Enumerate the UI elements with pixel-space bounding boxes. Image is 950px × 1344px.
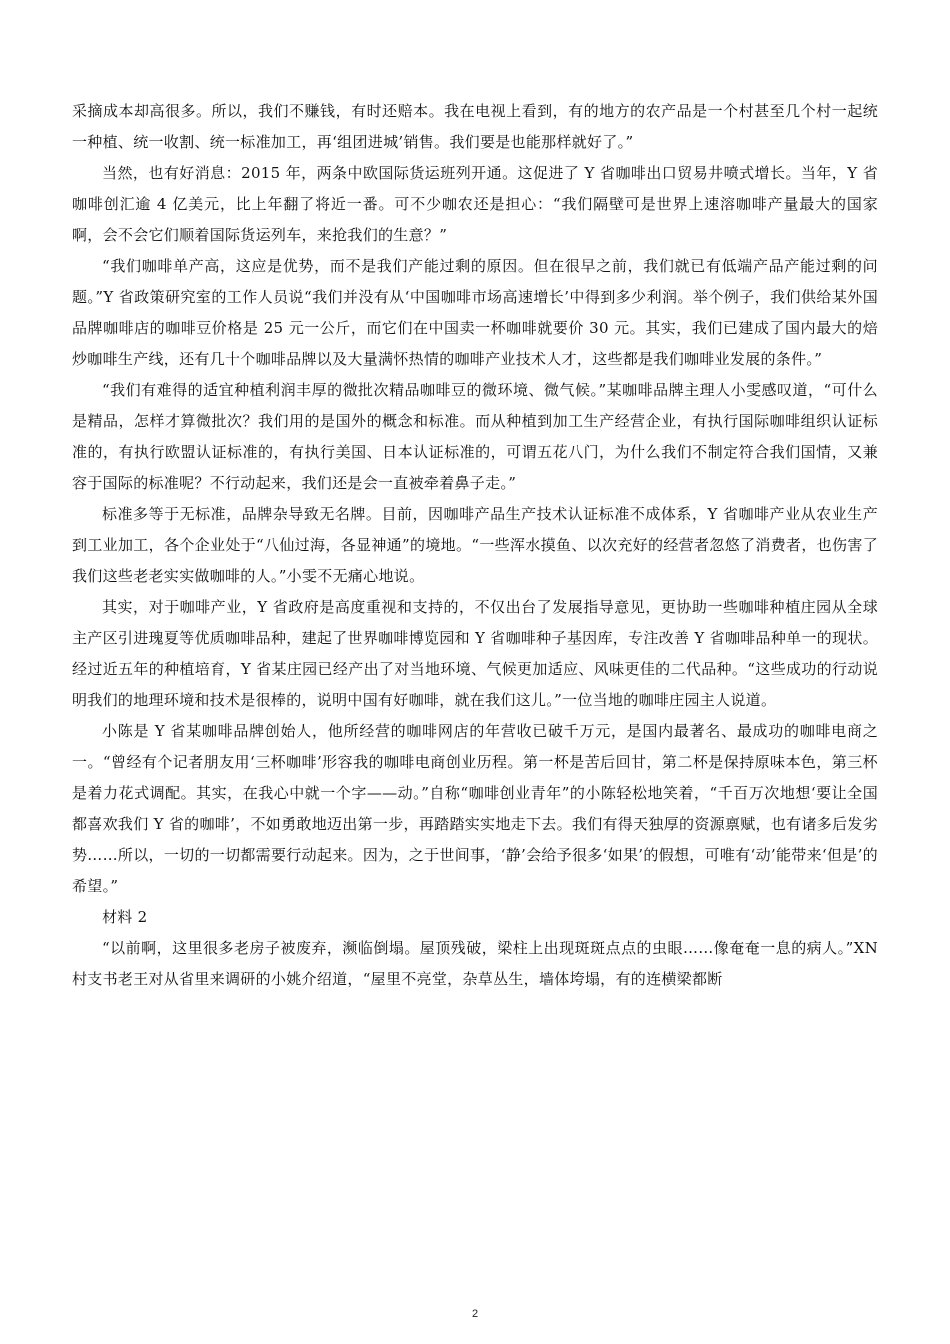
document-body: [72, 96, 878, 995]
paragraph-1: 采摘成本却高很多。所以，我们不赚钱，有时还赔本。我在电视上看到，有的地方的农产品是一个村甚至几个村一起统一种植、统一收割、统一标准加工，再‘组团进城’销售。我们要是也能那样就好了。”: [72, 102, 878, 151]
paragraph-8: “以前啊，这里很多老房子被废弃，濒临倒塌。屋顶残破，梁柱上出现斑斑点点的虫眼……像奄奄一息的病人。”XN 村支书老王对从省里来调研的小姚介绍道，“屋里不亮堂，杂草丛生，墙体垮塌，有的连横梁都断: [72, 939, 878, 988]
page-number: 2: [471, 1308, 479, 1320]
paragraph-5: 标准多等于无标准，品牌杂导致无名牌。目前，因咖啡产品生产技术认证标准不成体系，Y 省咖啡产业从农业生产到工业加工，各个企业处于“八仙过海，各显神通”的境地。“一些浑水摸鱼、以次充好的经营者忽悠了消费者，也伤害了我们这些老老实实做咖啡的人。”小雯不无痛心地说。: [72, 505, 878, 585]
paragraph-6: 其实，对于咖啡产业，Y 省政府是高度重视和支持的，不仅出台了发展指导意见，更协助一些咖啡种植庄园从全球主产区引进瑰夏等优质咖啡品种，建起了世界咖啡博览园和 Y 省咖啡种子基因库，专注改善 Y 省咖啡品种单一的现状。经过近五年的种植培育，Y 省某庄园已经产出了对当地环境、气候更加适应、风味更佳的二代品种。“这些成功的行动说明我们的地理环境和技术是很棒的，说明中国有好咖啡，就在我们这儿。”一位当地的咖啡庄园主人说道。: [72, 598, 878, 709]
section-heading-material-2: 材料 2: [102, 908, 148, 926]
paragraph-3: “我们咖啡单产高，这应是优势，而不是我们产能过剩的原因。但在很早之前，我们就已有低端产品产能过剩的问题。”Y 省政策研究室的工作人员说“我们并没有从‘中国咖啡市场高速增长’中得到多少利润。举个例子，我们供给某外国品牌咖啡店的咖啡豆价格是 25 元一公斤，而它们在中国卖一杯咖啡就要价 30 元。其实，我们已建成了国内最大的焙炒咖啡生产线，还有几十个咖啡品牌以及大量满怀热情的咖啡产业技术人才，这些都是我们咖啡业发展的条件。”: [72, 257, 878, 368]
paragraph-7: 小陈是 Y 省某咖啡品牌创始人，他所经营的咖啡网店的年营收已破千万元，是国内最著名、最成功的咖啡电商之一。“曾经有个记者朋友用‘三杯咖啡’形容我的咖啡电商创业历程。第一杯是苦后回甘，第二杯是保持原味本色，第三杯是着力花式调配。其实，在我心中就一个字——动。”自称“咖啡创业青年”的小陈轻松地笑着，“千百万次地想‘要让全国都喜欢我们 Y 省的咖啡’，不如勇敢地迈出第一步，再踏踏实实地走下去。我们有得天独厚的资源禀赋，也有诸多后发劣势……所以，一切的一切都需要行动起来。因为，之于世间事，‘静’会给予很多‘如果’的假想，可唯有‘动’能带来‘但是’的希望。”: [72, 722, 878, 895]
paragraph-2: 当然，也有好消息：2015 年，两条中欧国际货运班列开通。这促进了 Y 省咖啡出口贸易井喷式增长。当年，Y 省咖啡创汇逾 4 亿美元，比上年翻了将近一番。可不少咖农还是担心：“我们隔壁可是世界上速溶咖啡产量最大的国家啊，会不会它们顺着国际货运列车，来抢我们的生意？”: [72, 164, 878, 244]
paragraph-4: “我们有难得的适宜种植利润丰厚的微批次精品咖啡豆的微环境、微气候。”某咖啡品牌主理人小雯感叹道，“可什么是精品，怎样才算微批次？我们用的是国外的概念和标准。而从种植到加工生产经营企业，有执行国际咖啡组织认证标准的，有执行欧盟认证标准的，有执行美国、日本认证标准的，可谓五花八门，为什么我们不制定符合我们国情，又兼容于国际的标准呢？不行动起来，我们还是会一直被牵着鼻子走。”: [72, 381, 878, 492]
